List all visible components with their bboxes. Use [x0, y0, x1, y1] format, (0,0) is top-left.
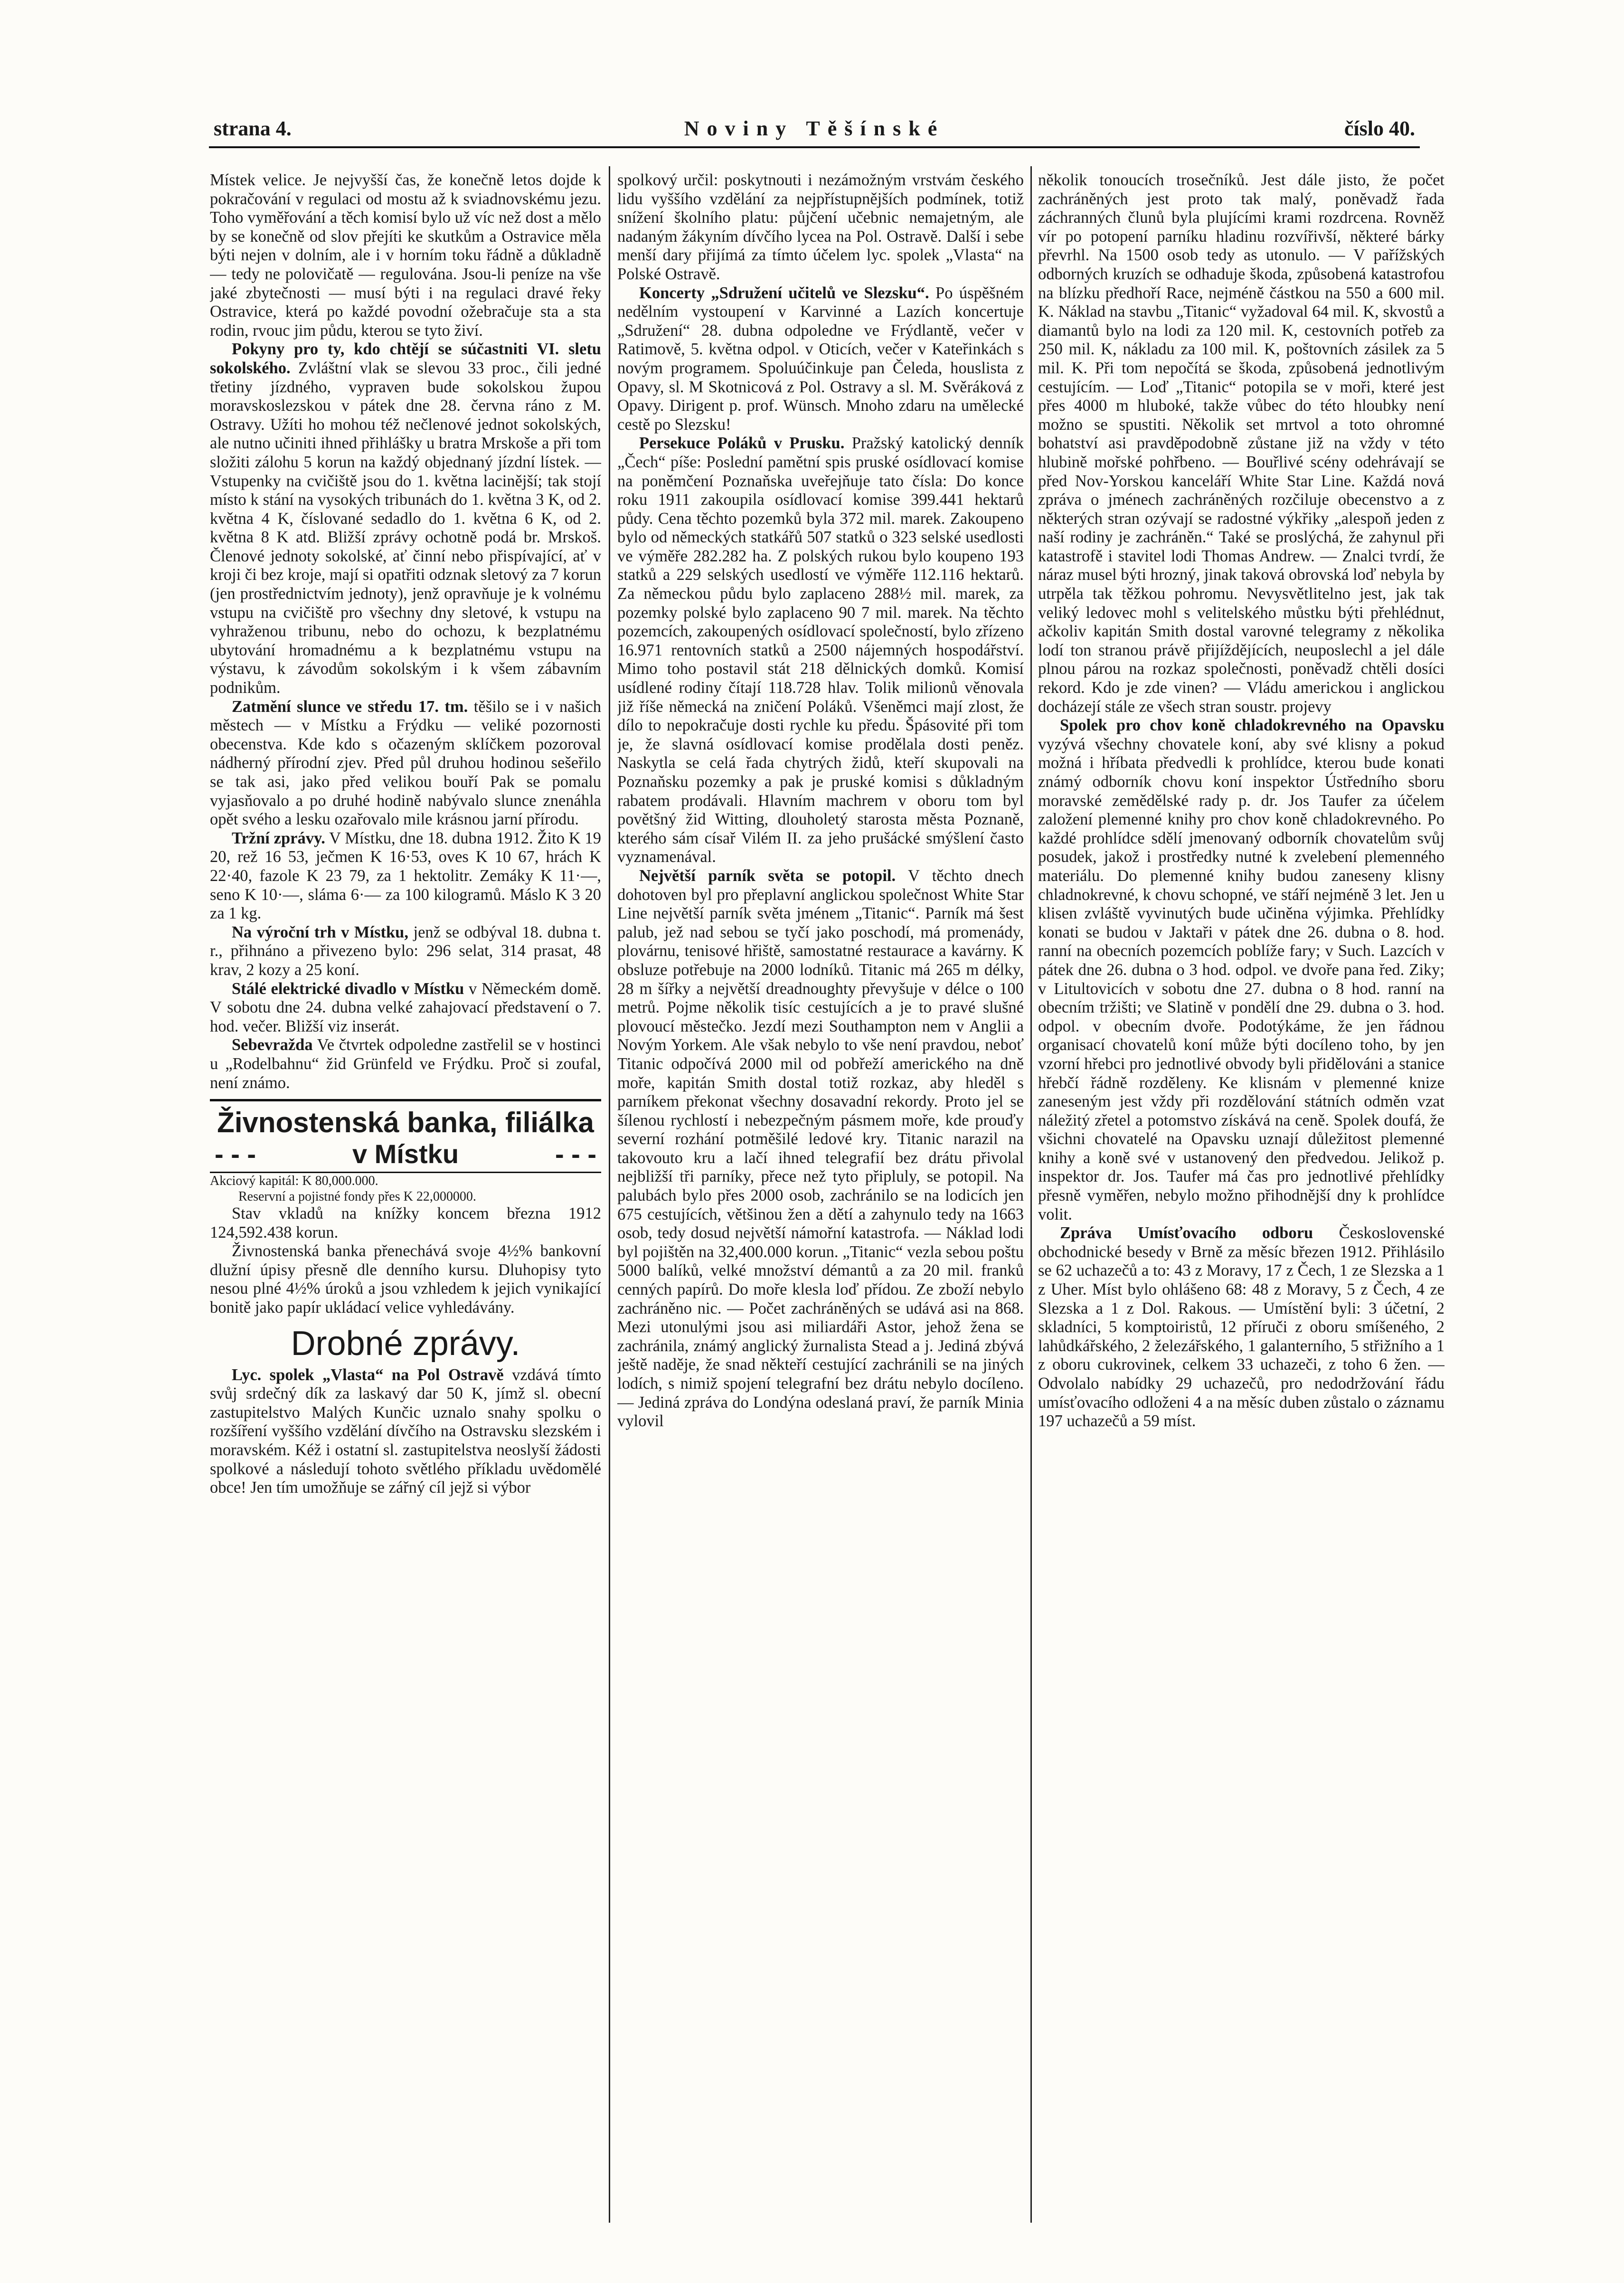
article-heading: Sebevražda [232, 1036, 313, 1054]
article-heading: Koncerty „Sdružení učitelů ve Slezsku“. [639, 284, 929, 302]
bank-reserve: Reservní a pojistné fondy přes K 22,000000. [238, 1189, 476, 1204]
article-body: vyzývá všechny chovatele koní, aby své klisny a pokud možná i hříbata předvedli k prohlídce, kterou bude konati známý odborník chovu koní inspektor Ústředního sboru moravské zemědělské rady p. dr. Jos Taufer za účelem založení plemenné knihy pro chov koně chladokrevného. Po každé prohlídce sdělí jmenovaný odborník chovatelům svůj posudek, jakož i prostředky nutné k zvelebení plemenného materiálu. Do plemenné knihy budou zaneseny klisny chladnokrevné, k chovu schopné, ve stáří nejméně 3 let. Jen u klisen zvláště vyvinutých bude učiněna výjimka. Přehlídky konati se budou v Jaktaři v pátek dne 26. dubna o 8. hod. ranní na obecních pozemcích poblíže fary; v Such. Lazcích v pátek dne 26. dubna o 3 hod. odpol. ve dvoře pana řed. Ziky; v Litultovicích v sobotu dne 27. dubna o 8 hod. ranní na obecním tržišti; ve Slatině v pondělí dne 29. dubna o 3. hod. odpol. v obecním dvoře. Podotýkáme, že jen řádnou organisací chovatelů koní může býti docíleno toho, by jen vzorní hřebci pro jednotlivé obvody byli přidělováni a stanice hřebčí řádně rozděleny. Ke klisnám v plemenné knize zaneseným jest vždy při rozdělování státních odměn vzat náležitý zřetel a potomstvo získává na ceně. Spolek doufá, že všichni chovatelé na Opavsku uznají důležitost plemenné knihy a koně své v ustanovený den předvedou. Jelikož p. inspektor dr. Jos. Taufer má čas pro jednotlivé přehlídky přesně vyměřen, nebylo možno přihodnější dny k prohlídce volit. [1038, 735, 1445, 1223]
dash-decoration: - - - [215, 1139, 256, 1169]
article-placement-office [1038, 1224, 1445, 1431]
article-cinema [210, 980, 601, 1036]
header-rule [209, 146, 1420, 148]
article-body: Po úspěšném nedělním vystoupení v Karvinné a Lazích koncertuje „Sdružení“ 28. dubna odpoledne ve Frýdlantě, večer v Ratimově, 5. května odpol. v Oticích, večer v Kateřinkách s novým programem. Spoluúčinkuje pan Čeleda, houslista z Opavy, sl. M Skotnicová z Pol. Ostravy a sl. M. Svěráková z Opavy. Dirigent p. prof. Wünsch. Mnoho zdaru na umělecké cestě po Slezsku! [617, 284, 1024, 434]
article-heading: Na výroční trh v Místku, [232, 923, 408, 941]
article-persecution-poles [617, 434, 1024, 867]
article-heading: Zpráva Umísťovacího odboru [1060, 1224, 1313, 1242]
article-body: v Německém domě. V sobotu dne 24. dubna velké zahajovací představení o 7. hod. večer. Bližší viz inserát. [210, 979, 601, 1035]
article-mistek-regulation: Místek velice. Je nejvyšší čas, že konečně letos dojde k pokračování v regulaci od mostu až k sviadnovskému jezu. Toho vyměřování a těch komisí bylo už víc než dost a mělo by se konečně od slov přejíti ke skutkům a Ostravice měla býti nejen v dolním, ale i v horním toku řádně a důkladně — tedy ne polovičatě — regulována. Jsou-li peníze na vše jaké zbytečnosti — musí býti i na regulaci dravé řeky Ostravice, která po každé povodní ožebračuje sta a sta rodin, rvouc jim půdu, kterou se tyto živí. [210, 171, 601, 340]
article-annual-fair [210, 923, 601, 980]
article-body: jenž se odbýval 18. dubna t. r., přihnáno a přivezeno bylo: 296 selat, 314 prasat, 48 krav, 2 kozy a 25 koní. [210, 923, 601, 979]
column-1 [210, 171, 601, 2227]
article-body: V Místku, dne 18. dubna 1912. Žito K 19 20, rež 16 53, ječmen K 16·53, oves K 10 67, hrách K 22·40, fazole K 23 79, za 1 hektolitr. Zemáky K 11·—, seno K 10·—, sláma 6·— za 100 kilogramů. Máslo K 3 20 za 1 kg. [210, 829, 601, 923]
article-heading: Pokyny pro ty, kdo chtějí se súčastniti VI. sletu sokolského. [210, 340, 601, 377]
article-heading: Lyc. spolek „Vlasta“ na Pol Ostravě [232, 1365, 504, 1384]
newspaper-title: Noviny Těšínské [684, 117, 945, 140]
article-teacher-concerts [617, 284, 1024, 435]
article-heading: Stálé elektrické divadlo v Místku [232, 979, 464, 998]
article-horse-breeding [1038, 716, 1445, 1224]
article-titanic-continued: několik tonoucích trosečníků. Jest dále jisto, že počet zachráněných jest proto tak malý, poněvadž řada záchranných člunů byla plujícími krami rozdrcena. Rovněž vír po potopení parníku hladinu rozvířivší, některé bárky převrhl. Na 1500 osob tedy as utonulo. — V pařížských odborných kruzích se odhaduje škoda, způsobená katastrofou na blízku předhoří Race, nejméně částkou na 550 a 600 mil. K. Náklad na stavbu „Titanic“ vyžadoval 64 mil. K, skvostů a diamantů bylo na lodi za 120 mil. K, cestovních potřeb za 250 mil. K, nákladu za 100 mil. K, poštovních zásilek za 5 mil. K. Při tom nepočítá se škoda, způsobená jednotlivým cestujícím. — Loď „Titanic“ potopila se v moři, které jest přes 4000 m hluboké, takže vůbec do této hloubky není možno se spustiti. Několik set mrtvol a toto ohromné bohatství asi pravděpodobně zůstane již na vždy v této hlubině mořské pohřbeno. — Bouřlivé scény odehrávají se před Nov-Yorskou kanceláří White Star Line. Každá nová zpráva o jménech zachráněných rozčiluje obecenstvo a z některých stran ozývají se radostné výkřiky „alespoň jeden z naší rodiny je zachráněn.“ Také se proslýchá, že zahynul při katastrofě i stavitel lodi Thomas Andrew. — Znalci tvrdí, že náraz musel býti hrozný, jinak taková obrovská loď nebyla by utrpěla tak těžkou pohromu. Nevysvětlitelno jest, jak tak veliký ledovec mohl s velitelského můstku býti přehlédnut, ačkoliv kapitán Smith dostal varovné telegramy z několika lodí ton stranou právě přijíždějících, neuposlechl a jel dále plnou párou na rozkaz společnosti, poněvadž chtěli dosíci rekord. Kdo je zde vinen? — Vládu americkou i anglickou docházejí stále ze všech stran soustr. projevy [1038, 171, 1445, 716]
article-body: Československé obchodnické besedy v Brně za měsíc březen 1912. Přihlásilo se 62 uchazečů a to: 43 z Moravy, 17 z Čech, 1 ze Slezska a 1 z Uher. Míst bylo ohlášeno 68: 48 z Moravy, 5 z Čech, 4 ze Slezska a 1 z Dol. Rakous. — Umístění byli: 3 účetní, 2 skladníci, 5 komptoiristů, 12 příruči z oboru smíšeného, 2 lahůdkářského, 2 železářského, 1 galanterního, 5 střižního a 1 z oboru cukrovinek, celkem 33 uchazeči, z toho 6 žen. — Odvolalo nabídky 29 uchazečů, pro nedodržování řádu umísťovacího odloženi 4 a na měsíc duben zůstalo o záznamu 197 uchazečů a 59 míst. [1038, 1224, 1445, 1430]
article-titanic [617, 867, 1024, 1431]
article-body: Zvláštní vlak se slevou 33 proc., čili jedné třetiny jízdného, vypraven bude sokolskou župou moravskoslezskou v pátek dne 28. června ráno z M. Ostravy. Užíti ho mohou též nečlenové jednot sokolských, ale nutno učiniti ihned přihlášky u bratra Mrskoše a při tom složiti zálohu 5 korun na každý objednaný jízdní lístek. — Vstupenky na cvičiště jsou do 1. května lacinější; tak stojí místo k stání na vysokých tribunách do 1. května 3 K, od 2. května 4 K, číslované sedadlo do 1. května 6 K, od 2. května 8 K atd. Bližší zprávy ochotně podá br. Mrskoš. Členové jednoty sokolské, ať činní nebo přispívající, ať v kroji či bez kroje, mají si opatřiti odznak sletový za 7 korun (jen prostřednictvím jednoty), jenž opravňuje je k volnému vstupu na cvičiště pro všechny dny sletové, k vstupu na vyhraženou tribunu, nebo do ochozu, k bezplatnému ubytování hromadnému a k bezplatnému vstupu na výstavu, k závodům sokolským i k všem zábavním podnikům. [210, 359, 601, 697]
column-separator [1030, 166, 1032, 2223]
article-market-report [210, 829, 601, 923]
article-body: Pražský katolický denník „Čech“ píše: Poslední pamětní spis pruské osídlovací komise na poněmčení Poznaňska uveřejňuje tato čísla: Do konce roku 1911 zakoupila osídlovací komise 399.441 hektarů půdy. Cena těchto pozemků byla 372 mil. marek. Zakoupeno bylo od německých statkářů 507 statků o 323 selské usedlosti ve výměře 282.282 ha. Z polských rukou bylo koupeno 193 statků a 229 selských usedlostí ve výměře 112.116 hektarů. Za německou půdu bylo zaplaceno 288½ mil. marek, za pozemky polské bylo zaplaceno 90 7 mil. marek. Na těchto pozemcích, zakoupených osídlovací společností, bylo zřízeno 16.971 rentovních statků a 2500 nájemných hospodářství. Mimo toho postavil stát 218 dělnických domků. Komisí usídlené rodiny čítají 118.728 hlav. Tolik milionů věnovala již říše německá na zničení Poláků. Všeněmci mají zlost, že dílo to nepokračuje dosti rychle ku předu. Špásovité při tom je, že slavná osídlovací komise prodělala dosti peněz. Naskytla se celá řada chytrých židů, kteří skupovali na Poznaňsku pozemky a pak je pruské komisi s důkladným rabatem prodávali. Hlavním machrem v oboru tom byl povětšný žid Witting, dlouholetý starosta města Poznaně, kterého sám císař Vilém II. za jeho prušácké smýšlení často vyznamenával. [617, 434, 1024, 866]
article-heading: Tržní zprávy. [232, 829, 325, 847]
article-body: V těchto dnech dohotoven byl pro přeplavní anglickou společnost White Star Line největší parník světa jménem „Titanic“. Parník má šest palub, jež nad sebou se tyčí jako poschodí, má promenády, plovárnu, tenisové hřiště, samostatné restaurace a kavárny. K obsluze potřebuje na 2000 lodníků. Titanic má 265 m délky, 28 m šířky a největší dreadnoughty převyšuje v délce o 100 metrů. Pojme několik tisíc cestujících a je to pravé slušné plovoucí městečko. Jezdí mezi Southampton nem v Anglii a Novým Yorkem. Ale však nebylo to vše není pravdou, neboť Titanic odpočívá 2000 mil od pobřeží amerického na dně moře, kapitán Smith dostal totiž rozkaz, aby hleděl s parníkem překonat všechny dosavadní rekordy. Proto jel se šílenou rychlostí i nebezpečným pásmem moře, kde prouďy severní rozhání potměšilé ledové kry. Titanic narazil na takovouto kru a lačí ihned telegrafií bez drátu přivolal nejbližší tři parníky, přece než tyto připluly, se potopil. Na palubách bylo přes 2000 osob, zachránilo se na lodicích jen 675 cestujících, většinou žen a dětí a zahynulo tedy na 1663 osob, tedy dosud největší námořní katastrofa. — Náklad lodi byl pojištěn na 32,400.000 korun. „Titanic“ vezla sebou poštu 5000 balíků, velké množství démantů a za 20 mil. franků cenných papírů. Do moře klesla loď přídou. Ze zboží nebylo zachráněno nic. — Počet zachráněných se udává asi na 868. Mezi utonulými jsou asi miliardáři Astor, jehož žena se zachránila, známý anglický žurnalista Stead a j. Jediná zbývá ještě naděje, že snad někteří cestující zachránili se na jiných lodích, s nimiž spojení telegrafní bez drátu nebylo docíleno. — Jediná zpráva do Londýna odeslaná praví, že parník Minia vylovil [617, 866, 1024, 1430]
article-body: Ve čtvrtek odpoledne zastřelil se v hostinci u „Rodelbahnu“ žid Grünfeld ve Frýdku. Proč si zoufal, není známo. [210, 1036, 601, 1092]
article-sokol-slet [210, 340, 601, 697]
column-2 [617, 171, 1024, 2227]
bank-ad-subtitle-row [210, 1139, 601, 1173]
bank-ad-subtitle: v Místku [352, 1139, 459, 1169]
page-number: strana 4. [214, 117, 292, 140]
column-3 [1038, 171, 1445, 2227]
article-heading: Persekuce Poláků v Prusku. [639, 434, 845, 453]
column-separator [609, 166, 610, 2223]
issue-number: číslo 40. [1344, 117, 1415, 140]
bank-deposits: Stav vkladů na knížky koncem března 1912 124,592.438 korun. [210, 1204, 601, 1241]
article-heading: Spolek pro chov koně chladokrevného na Opavsku [1060, 716, 1445, 735]
article-body: těšilo se i v našich městech — v Místku a Frýdku — veliké pozornosti obecenstva. Kde kdo s očazeným sklíčkem pozoroval nádherný přírodní zjev. Před půl druhou hodinou sešeřilo se tak asi, jako před velikou bouří Pak se pomalu vyjasňovalo a po druhé hodině nabývalo slunce znenáhla opět svého a lesku ozařovalo mile krásnou jarní přírodu. [210, 697, 601, 829]
page-header [209, 116, 1420, 145]
article-heading: Největší parník světa se potopil. [639, 866, 896, 885]
bank-bonds: Živnostenská banka přenechává svoje 4½% bankovní dlužní úpisy přesně dle denního kursu. Dluhopisy tyto nesou plné 4½% úroků a jsou vzhledem k jejich vynikající bonitě jako papír ukládací velice vyhledávány. [210, 1242, 601, 1317]
bank-ad-title: Živnostenská banka, filiálka [217, 1107, 594, 1139]
article-vlasta-continued: spolkový určil: poskytnouti i nezámožným vrstvám českého lidu vyššího vzdělání za nejpřístupnějších podmínek, totiž snížení školního platu: půjčení učebnic nemajetným, ale nadaným žákyním dívčího lycea na Pol. Ostravě. Další i sebe menší dary přijímá za tímto účelem lyc. spolek „Vlasta“ na Polské Ostravě. [617, 171, 1024, 283]
article-vlasta [210, 1366, 601, 1497]
article-body: vzdává tímto svůj srdečný dík za laskavý dar 50 K, jímž sl. obecní zastupitelstvo Malých Kunčic uznalo snahy spolku o rozšíření vyššího vzdělání dívčího na Ostravsku slezském i moravském. Kéž i ostatní sl. zastupitelstva neoslyší žádosti spolkové a následují tohoto světlého příkladu uvědomělé obce! Jen tím umožňuje se zářný cíl jejž si výbor [210, 1365, 601, 1497]
section-title-drobne: Drobné zprávy. [291, 1324, 520, 1363]
dash-decoration: - - - [555, 1139, 596, 1169]
article-eclipse [210, 698, 601, 829]
bank-capital: Akciový kapitál: K 80,000.000. [210, 1174, 378, 1189]
article-heading: Zatmění slunce ve středu 17. tm. [232, 697, 468, 716]
bank-ad-top-rule [210, 1099, 601, 1101]
article-suicide [210, 1036, 601, 1092]
